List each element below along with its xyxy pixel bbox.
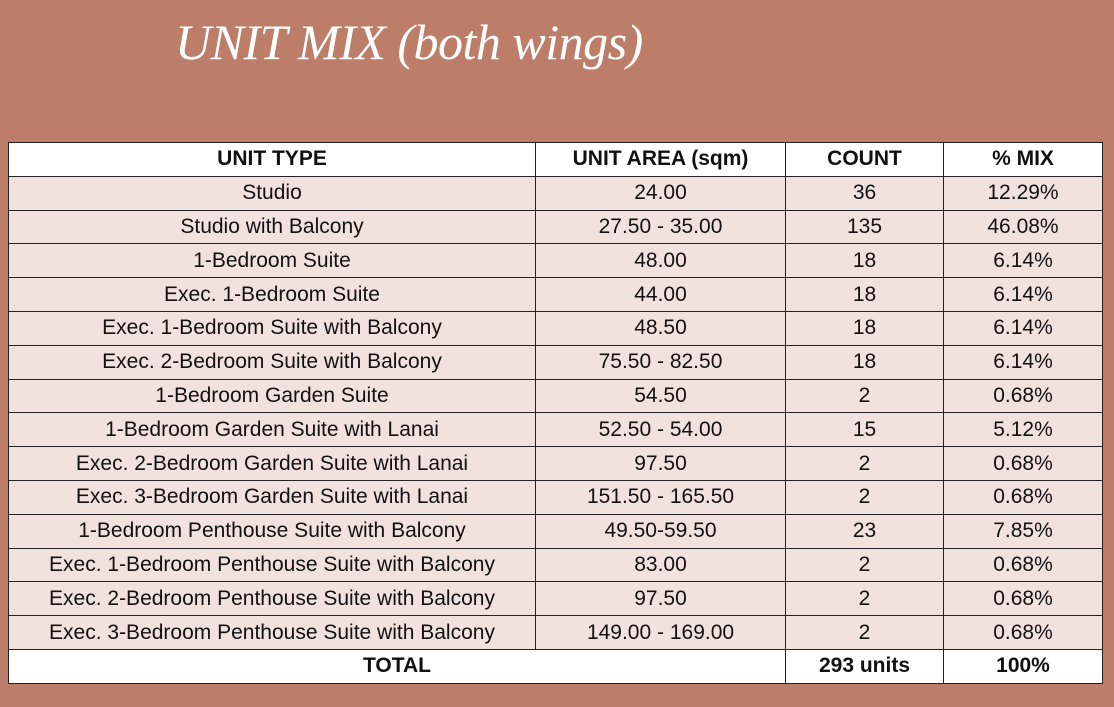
cell-count: 2: [786, 582, 944, 616]
cell-unit-area: 75.50 - 82.50: [536, 345, 786, 379]
cell-mix: 0.68%: [944, 447, 1103, 481]
cell-count: 18: [786, 244, 944, 278]
total-count: 293 units: [786, 649, 944, 683]
table-row: [9, 278, 1103, 312]
table-row: [9, 447, 1103, 481]
table-row: [9, 548, 1103, 582]
cell-mix: 6.14%: [944, 244, 1103, 278]
cell-mix: 6.14%: [944, 345, 1103, 379]
table-row: [9, 379, 1103, 413]
table-row: [9, 616, 1103, 650]
table-row: [9, 176, 1103, 210]
cell-unit-type: Exec. 2-Bedroom Suite with Balcony: [9, 345, 536, 379]
table-row: [9, 244, 1103, 278]
cell-mix: 0.68%: [944, 582, 1103, 616]
cell-mix: 6.14%: [944, 311, 1103, 345]
cell-unit-area: 149.00 - 169.00: [536, 616, 786, 650]
total-row: [9, 649, 1103, 683]
cell-mix: 0.68%: [944, 379, 1103, 413]
cell-unit-area: 83.00: [536, 548, 786, 582]
cell-unit-type: Studio: [9, 176, 536, 210]
total-label: TOTAL: [9, 649, 786, 683]
cell-unit-type: Studio with Balcony: [9, 210, 536, 244]
cell-mix: 0.68%: [944, 616, 1103, 650]
table-row: [9, 480, 1103, 514]
cell-mix: 0.68%: [944, 548, 1103, 582]
total-mix: 100%: [944, 649, 1103, 683]
unit-mix-table: [8, 142, 1103, 684]
cell-unit-area: 54.50: [536, 379, 786, 413]
cell-unit-area: 52.50 - 54.00: [536, 413, 786, 447]
cell-unit-area: 49.50-59.50: [536, 514, 786, 548]
table-row: [9, 210, 1103, 244]
cell-unit-area: 24.00: [536, 176, 786, 210]
table-row: [9, 345, 1103, 379]
cell-count: 18: [786, 278, 944, 312]
cell-count: 36: [786, 176, 944, 210]
cell-mix: 5.12%: [944, 413, 1103, 447]
cell-unit-area: 27.50 - 35.00: [536, 210, 786, 244]
cell-count: 18: [786, 345, 944, 379]
cell-unit-type: Exec. 1-Bedroom Penthouse Suite with Balcony: [9, 548, 536, 582]
cell-count: 15: [786, 413, 944, 447]
table-header-row: [9, 143, 1103, 177]
table-row: [9, 413, 1103, 447]
cell-unit-type: Exec. 1-Bedroom Suite with Balcony: [9, 311, 536, 345]
cell-count: 2: [786, 447, 944, 481]
header-unit-type: UNIT TYPE: [9, 143, 536, 177]
cell-mix: 12.29%: [944, 176, 1103, 210]
cell-unit-type: 1-Bedroom Suite: [9, 244, 536, 278]
header-count: COUNT: [786, 143, 944, 177]
cell-unit-area: 48.50: [536, 311, 786, 345]
cell-count: 135: [786, 210, 944, 244]
cell-unit-type: 1-Bedroom Garden Suite: [9, 379, 536, 413]
cell-unit-type: Exec. 3-Bedroom Penthouse Suite with Balcony: [9, 616, 536, 650]
cell-mix: 46.08%: [944, 210, 1103, 244]
header-unit-area: UNIT AREA (sqm): [536, 143, 786, 177]
cell-count: 23: [786, 514, 944, 548]
cell-count: 2: [786, 379, 944, 413]
cell-unit-area: 97.50: [536, 582, 786, 616]
cell-count: 18: [786, 311, 944, 345]
cell-unit-type: Exec. 2-Bedroom Garden Suite with Lanai: [9, 447, 536, 481]
cell-unit-type: Exec. 1-Bedroom Suite: [9, 278, 536, 312]
table-row: [9, 514, 1103, 548]
cell-unit-area: 151.50 - 165.50: [536, 480, 786, 514]
cell-unit-area: 48.00: [536, 244, 786, 278]
cell-count: 2: [786, 480, 944, 514]
cell-unit-area: 97.50: [536, 447, 786, 481]
table-row: [9, 311, 1103, 345]
cell-count: 2: [786, 616, 944, 650]
cell-mix: 6.14%: [944, 278, 1103, 312]
cell-count: 2: [786, 548, 944, 582]
cell-mix: 0.68%: [944, 480, 1103, 514]
cell-unit-area: 44.00: [536, 278, 786, 312]
cell-unit-type: 1-Bedroom Garden Suite with Lanai: [9, 413, 536, 447]
cell-unit-type: Exec. 3-Bedroom Garden Suite with Lanai: [9, 480, 536, 514]
cell-unit-type: 1-Bedroom Penthouse Suite with Balcony: [9, 514, 536, 548]
table-row: [9, 582, 1103, 616]
page-title: UNIT MIX (both wings): [175, 14, 643, 70]
header-mix: % MIX: [944, 143, 1103, 177]
cell-mix: 7.85%: [944, 514, 1103, 548]
cell-unit-type: Exec. 2-Bedroom Penthouse Suite with Balcony: [9, 582, 536, 616]
